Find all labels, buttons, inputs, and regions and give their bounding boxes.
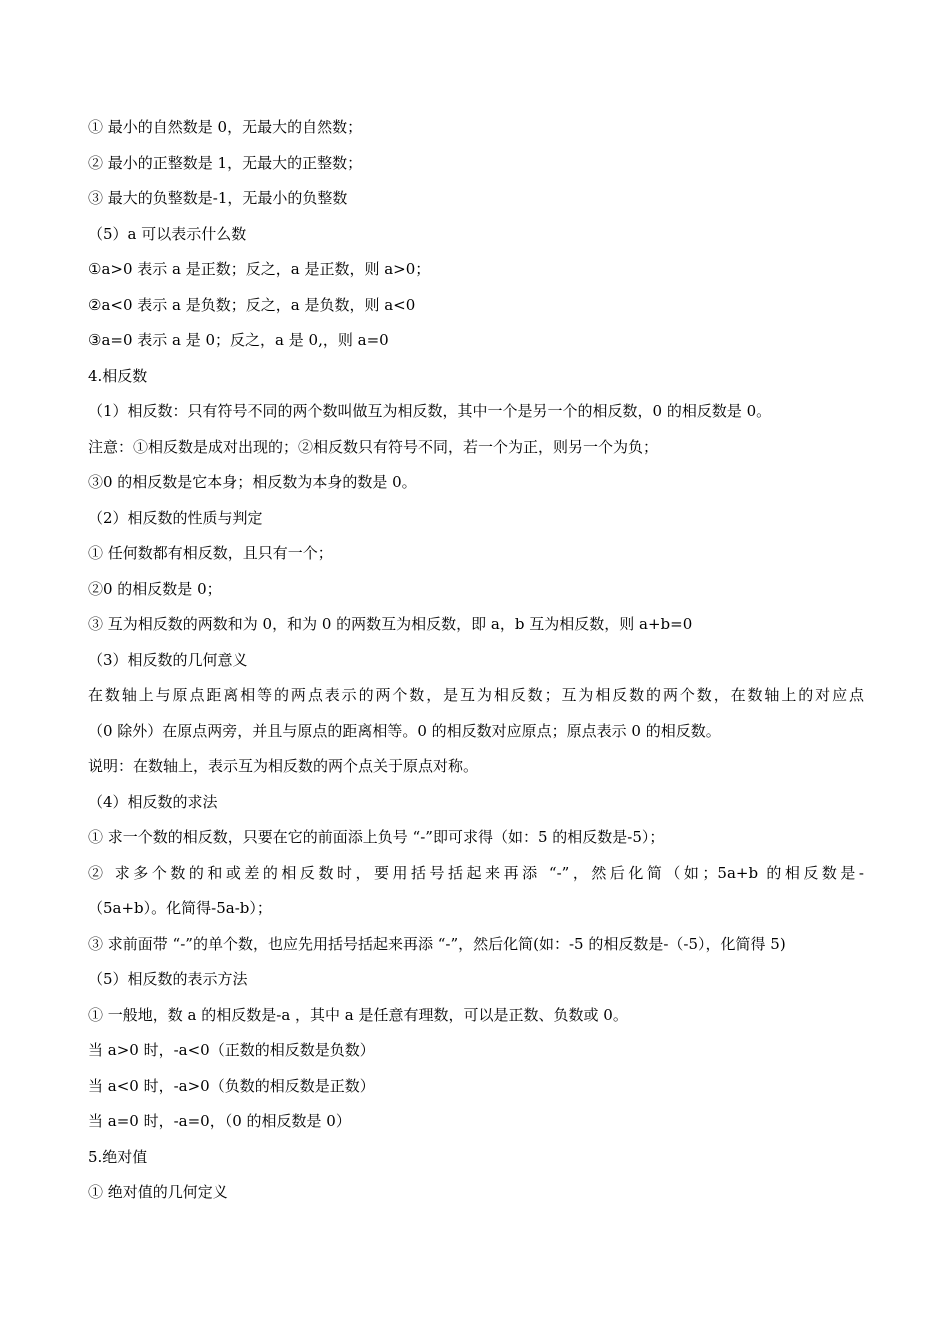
text-line-opposite-note: 注意：①相反数是成对出现的；②相反数只有符号不同，若一个为正，则另一个为负；: [88, 437, 659, 456]
text-line-find-opposite-sum: ② 求多个数的和或差的相反数时，要用括号括起来再添 “-”，然后化简（如；5a+b 的相反数是-: [88, 863, 864, 882]
text-line-opposite-is-minus-a: ① 一般地，数 a 的相反数是-a ，其中 a 是任意有理数，可以是正数、负数或 0。: [88, 1005, 628, 1024]
text-line-geometric-meaning-1: 在数轴上与原点距离相等的两点表示的两个数，是互为相反数；互为相反数的两个数，在数轴上的对应点: [88, 686, 864, 704]
document-body: [88, 116, 864, 1217]
text-line-case-a-positive: 当 a>0 时，-a<0（正数的相反数是负数）: [88, 1041, 375, 1059]
text-line-opposite-of-zero: ③0 的相反数是它本身；相反数为本身的数是 0。: [88, 473, 417, 491]
text-line-find-opposite-negative: ③ 求前面带 “-”的单个数，也应先用括号括起来再添 “-”，然后化简(如：-5 的相反数是-（-5），化简得 5): [88, 934, 786, 953]
text-line-zero-opposite-is-zero: ②0 的相反数是 0；: [88, 579, 222, 598]
section-heading-representation: （5）相反数的表示方法: [88, 970, 248, 988]
text-line-find-opposite-sum-cont: （5a+b）。化简得-5a-b）；: [88, 899, 272, 917]
text-line-a-negative: ②a<0 表示 a 是负数；反之，a 是负数，则 a<0: [88, 295, 416, 314]
text-line-symmetry-note: 说明：在数轴上，表示互为相反数的两个点关于原点对称。: [88, 757, 479, 775]
text-line-case-a-zero: 当 a=0 时，-a=0，（0 的相反数是 0）: [88, 1112, 351, 1130]
text-line-case-a-negative: 当 a<0 时，-a>0（负数的相反数是正数）: [88, 1076, 375, 1095]
section-heading-opposite-properties: （2）相反数的性质与判定: [88, 508, 263, 527]
text-line-a-zero: ③a=0 表示 a 是 0；反之，a 是 0,，则 a=0: [88, 331, 389, 349]
text-line-min-positive-integer: ② 最小的正整数是 1，无最大的正整数；: [88, 153, 363, 172]
text-line-every-number-has-opposite: ① 任何数都有相反数，且只有一个；: [88, 544, 333, 562]
text-line-min-natural-number: ① 最小的自然数是 0，无最大的自然数；: [88, 118, 363, 136]
text-line-opposite-definition: （1）相反数：只有符号不同的两个数叫做互为相反数，其中一个是另一个的相反数，0 的相反数是 0。: [88, 402, 772, 420]
section-heading-what-a-represents: （5）a 可以表示什么数: [88, 224, 247, 243]
text-line-find-opposite-single: ① 求一个数的相反数，只要在它的前面添上负号 “-”即可求得（如：5 的相反数是-5）；: [88, 828, 665, 846]
text-line-max-negative-integer: ③ 最大的负整数是-1，无最小的负整数: [88, 189, 348, 207]
section-heading-opposite-numbers: 4.相反数: [88, 366, 148, 385]
section-heading-geometric-meaning: （3）相反数的几何意义: [88, 650, 248, 669]
section-heading-absolute-value: 5.绝对值: [88, 1147, 148, 1166]
section-heading-finding-opposites: （4）相反数的求法: [88, 792, 218, 811]
text-line-a-positive: ①a>0 表示 a 是正数；反之，a 是正数，则 a>0；: [88, 260, 431, 278]
text-line-opposite-sum-zero: ③ 互为相反数的两数和为 0，和为 0 的两数互为相反数，即 a，b 互为相反数，则 a+b=0: [88, 615, 693, 633]
text-line-geometric-meaning-2: （0 除外）在原点两旁，并且与原点的距离相等。0 的相反数对应原点；原点表示 0 的相反数。: [88, 721, 721, 740]
text-line-absolute-value-definition: ① 绝对值的几何定义: [88, 1183, 228, 1201]
